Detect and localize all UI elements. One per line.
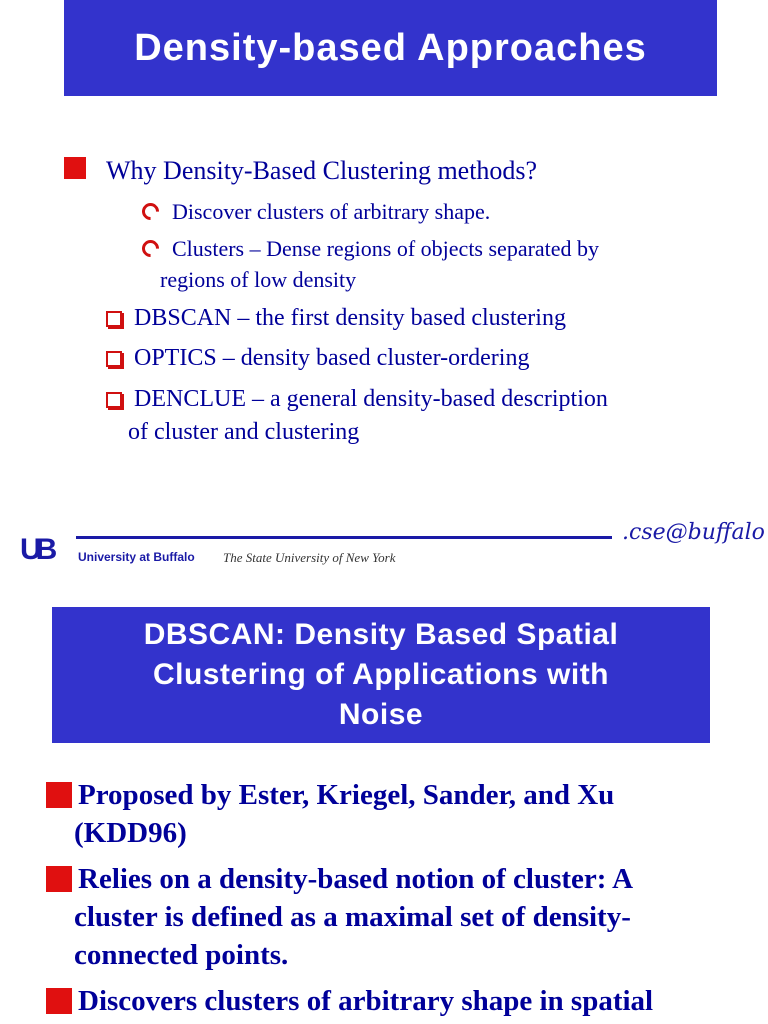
suny-name: The State University of New York	[223, 550, 396, 565]
box-bullet-icon	[106, 311, 122, 327]
slide2-bullet: Proposed by Ester, Kriegel, Sander, and Xu	[78, 779, 615, 811]
slide1-subitem: Clusters – Dense regions of objects separated by	[172, 236, 600, 261]
slide1-method-cont: of cluster and clustering	[128, 419, 360, 445]
circle-bullet-icon	[138, 199, 162, 223]
slide1-method: DENCLUE – a general density-based description	[134, 386, 608, 412]
slide1-subitem-cont: regions of low density	[160, 267, 357, 292]
slide2-bullet: Discovers clusters of arbitrary shape in spatial	[78, 985, 654, 1017]
ub-logo: UB	[20, 533, 52, 566]
slide1-question: Why Density-Based Clustering methods?	[106, 156, 538, 185]
slide2-bullet-cont: cluster is defined as a maximal set of density-	[74, 901, 631, 933]
slide2-bullet-cont: connected points.	[74, 939, 289, 971]
slide2-bullet: Relies on a density-based notion of cluster: A	[78, 863, 634, 895]
square-bullet-icon	[64, 157, 86, 179]
circle-bullet-icon	[138, 236, 162, 260]
footer-divider	[76, 536, 612, 539]
square-bullet-icon	[46, 988, 72, 1014]
cse-buffalo-logo: .cse@buffalo	[622, 520, 765, 545]
box-bullet-icon	[106, 351, 122, 367]
slide1-method: OPTICS – density based cluster-ordering	[134, 345, 530, 371]
slide2-title-line: Clustering of Applications with	[152, 658, 610, 691]
slide2-bullet-cont: (KDD96)	[74, 817, 187, 849]
slide1-title: Density-based Approaches	[64, 0, 717, 96]
slide2-title	[52, 607, 710, 743]
university-name: University at Buffalo	[78, 550, 195, 564]
slide2-title-line: Noise	[338, 698, 424, 731]
square-bullet-icon	[46, 866, 72, 892]
slide2-title-line: DBSCAN: Density Based Spatial	[143, 618, 619, 651]
slide1-subitem: Discover clusters of arbitrary shape.	[172, 199, 491, 224]
square-bullet-icon	[46, 782, 72, 808]
box-bullet-icon	[106, 392, 122, 408]
slide1-method: DBSCAN – the first density based clustering	[134, 305, 566, 331]
